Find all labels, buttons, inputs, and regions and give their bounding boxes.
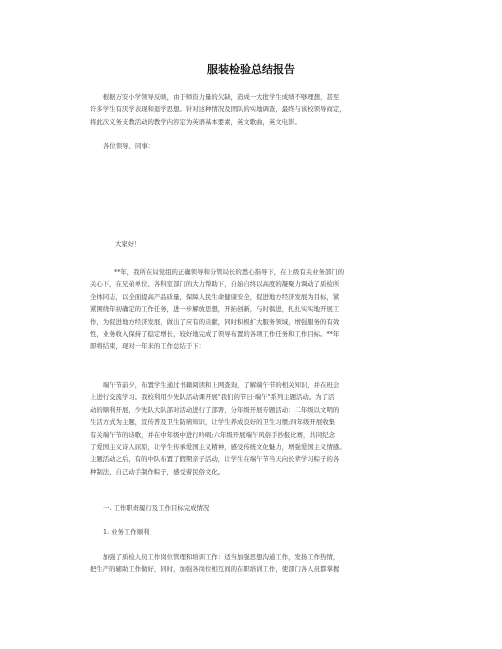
work-summary-paragraph: **年，我所在局党组的正确领导和分管局长的悉心指导下，在上级有关业务部门的 关心下，在兄弟单位、各科室部门的大力帮助下，自始自终以高度的凝聚力调动了质检所 全体同志，以全面提高产品质量，保障人民生命健康安全，促进地方经济发展为目标，紧 紧围绕年初确定的工作任务，进一步解放思想，开拓创新，与时俱进，扎扎实实地开展工 作，为促进地方经济发展，做出了应有的贡献，同时积极扩大服务领域，增强服务的有效 性，业务收入保持了稳定增长，较好地完成了领导布置的各项工作任务和工作目标。**年 即将结束，现对一年来的工作总结于下：	[90, 268, 345, 351]
intro-paragraph: 根据万安小学领导反映，由于师资力量的欠缺，造成一大批学生成绩不够理想，甚至 许多学生有厌学表现和退学思想。针对这种情况及团队的实地调查，最终与该校领导商定， 将此次义务支教活动的教学内容定为英语基本要素，英文歌曲，英文电影。	[90, 93, 346, 126]
document-title: 服装检验总结报告	[207, 63, 295, 76]
greeting: 各位领导、同事：	[103, 142, 155, 150]
training-paragraph: 加强了质检人员工作岗位管理和培训工作：适当加强思想沟通工作，发扬工作热情， 把生产的辅助工作做好，同时，加强各岗位相互间的在职培训工作，使部门各人员都掌握	[90, 553, 340, 574]
section-heading-1: 一. 工作职责履行及工作目标完成情况	[103, 504, 210, 512]
dragon-boat-paragraph: 端午节前夕，布置学生通过书籍阅读和上网查询，了解端午节的相关知识，并在班会 上进行交流学习。我校利用少先队活动课开展"我们的节日·端午"系列主题活动。为了活 动的顺利开展，少先队大队部对活动进行了部署，分年级开展专题活动：二年级以文明的 生活方式为主题，宣传普及卫生防病知识，让学生养成良好的卫生习惯;四年级开展收集 有关端午节的诗歌，并在中年级中进行吟唱;六年级开展端午风俗手抄报比赛，共同纪念 了爱国主义诗人屈原，让学生传承爱国主义精神，感受传统文化魅力，增强爱国主义情感。 主题活动之后，有的中队布置了假期亲子活动，让学生在端午节当天向长辈学习粽子的各 种制法，自己动手制作粽子，感受着民俗文化。	[90, 381, 346, 476]
hello-line: 大家好！	[115, 240, 141, 248]
subsection-heading-1-1: 1. 业务工作顺利	[103, 528, 150, 536]
